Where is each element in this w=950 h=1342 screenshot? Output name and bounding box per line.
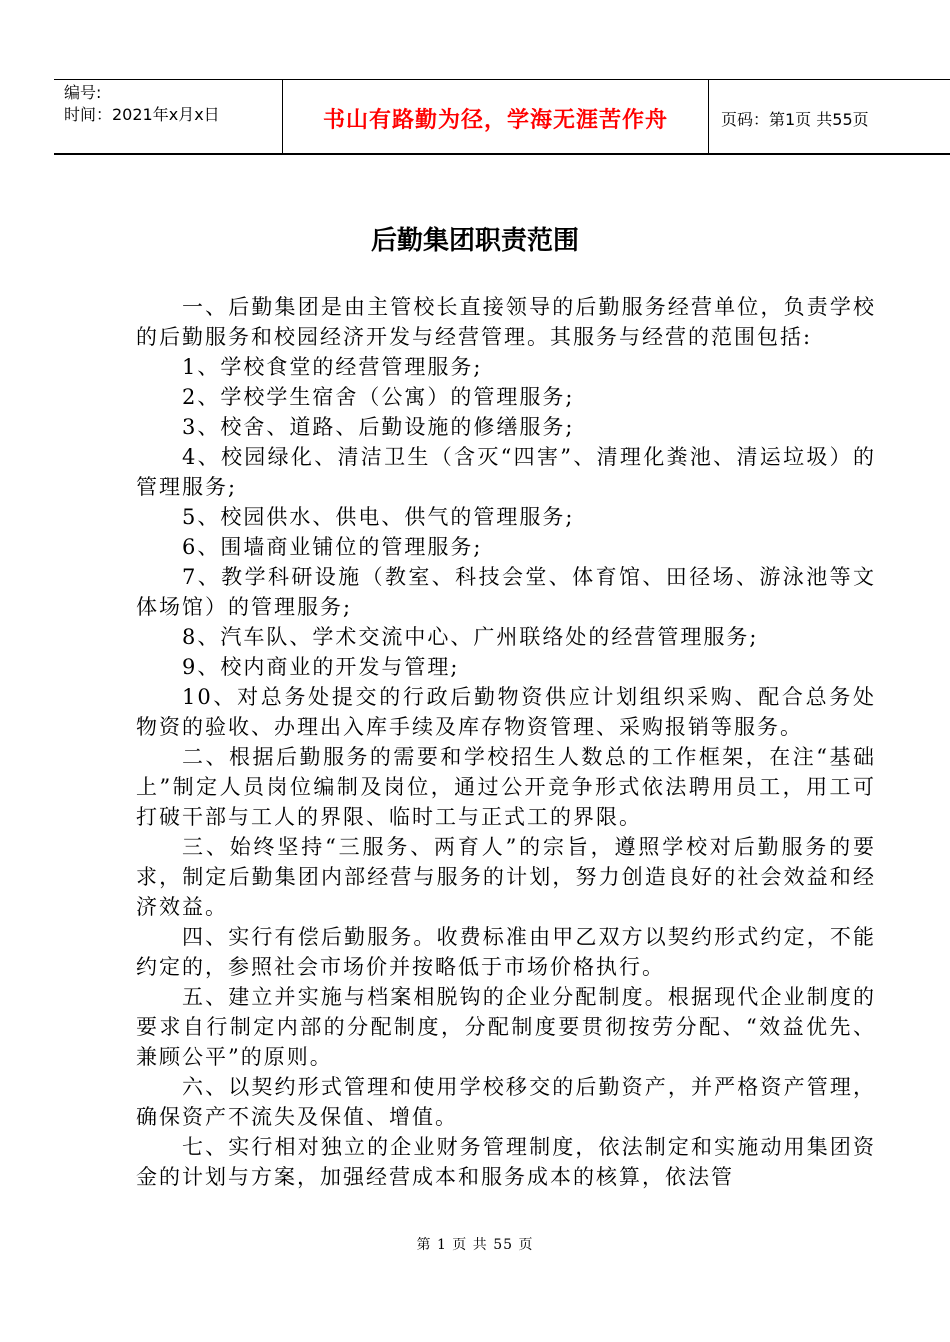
- document-number-label: 编号:: [64, 83, 102, 102]
- paragraph: 8、汽车队、学术交流中心、广州联络处的经营管理服务;: [182, 625, 759, 649]
- paragraph: 五、建立并实施与档案相脱钩的企业分配制度。根据现代企业制度的要求自行制定内部的分配制度，分配制度要贯彻按劳分配、“效益优先、兼顾公平”的原则。: [136, 985, 876, 1069]
- page-header: [54, 79, 950, 155]
- paragraph: 5、校园供水、供电、供气的管理服务;: [182, 505, 575, 529]
- paragraph: 四、实行有偿后勤服务。收费标准由甲乙双方以契约形式约定，不能约定的，参照社会市场价并按略低于市场价格执行。: [136, 925, 876, 979]
- header-motto: 书山有路勤为径，学海无涯苦作舟: [282, 80, 709, 154]
- paragraph: 4、校园绿化、清洁卫生（含灭“四害”、清理化粪池、清运垃圾）的管理服务;: [136, 445, 876, 499]
- paragraph: 7、教学科研设施（教室、科技会堂、体育馆、田径场、游泳池等文体场馆）的管理服务;: [136, 565, 876, 619]
- header-page-info: 页码：第1页 共55页: [721, 110, 869, 129]
- paragraph: 3、校舍、道路、后勤设施的修缮服务;: [182, 415, 575, 439]
- header-meta: [54, 80, 282, 154]
- document-time-label: 时间：2021年x月x日: [64, 105, 220, 124]
- paragraph: 七、实行相对独立的企业财务管理制度，依法制定和实施动用集团资金的计划与方案，加强经营成本和服务成本的核算，依法管: [136, 1135, 876, 1189]
- paragraph: 10、对总务处提交的行政后勤物资供应计划组织采购、配合总务处物资的验收、办理出入库手续及库存物资管理、采购报销等服务。: [136, 685, 876, 739]
- paragraph: 六、以契约形式管理和使用学校移交的后勤资产，并严格资产管理，确保资产不流失及保值、增值。: [136, 1075, 876, 1129]
- paragraph: 1、学校食堂的经营管理服务;: [182, 355, 483, 379]
- paragraph: 二、根据后勤服务的需要和学校招生人数总的工作框架，在注“基础上”制定人员岗位编制及岗位，通过公开竞争形式依法聘用员工，用工可打破干部与工人的界限、临时工与正式工的界限。: [136, 745, 876, 829]
- paragraph: 2、学校学生宿舍（公寓）的管理服务;: [182, 385, 575, 409]
- paragraph: 一、后勤集团是由主管校长直接领导的后勤服务经营单位，负责学校的后勤服务和校园经济开发与经营管理。其服务与经营的范围包括:: [136, 295, 876, 349]
- document-title: 后勤集团职责范围: [370, 226, 579, 256]
- document-body: [136, 292, 876, 1192]
- paragraph: 6、围墙商业铺位的管理服务;: [182, 535, 483, 559]
- page-footer: 第 1 页 共 55 页: [416, 1237, 534, 1253]
- paragraph: 三、始终坚持“三服务、两育人”的宗旨，遵照学校对后勤服务的要求，制定后勤集团内部经营与服务的计划，努力创造良好的社会效益和经济效益。: [136, 835, 876, 919]
- paragraph: 9、校内商业的开发与管理;: [182, 655, 460, 679]
